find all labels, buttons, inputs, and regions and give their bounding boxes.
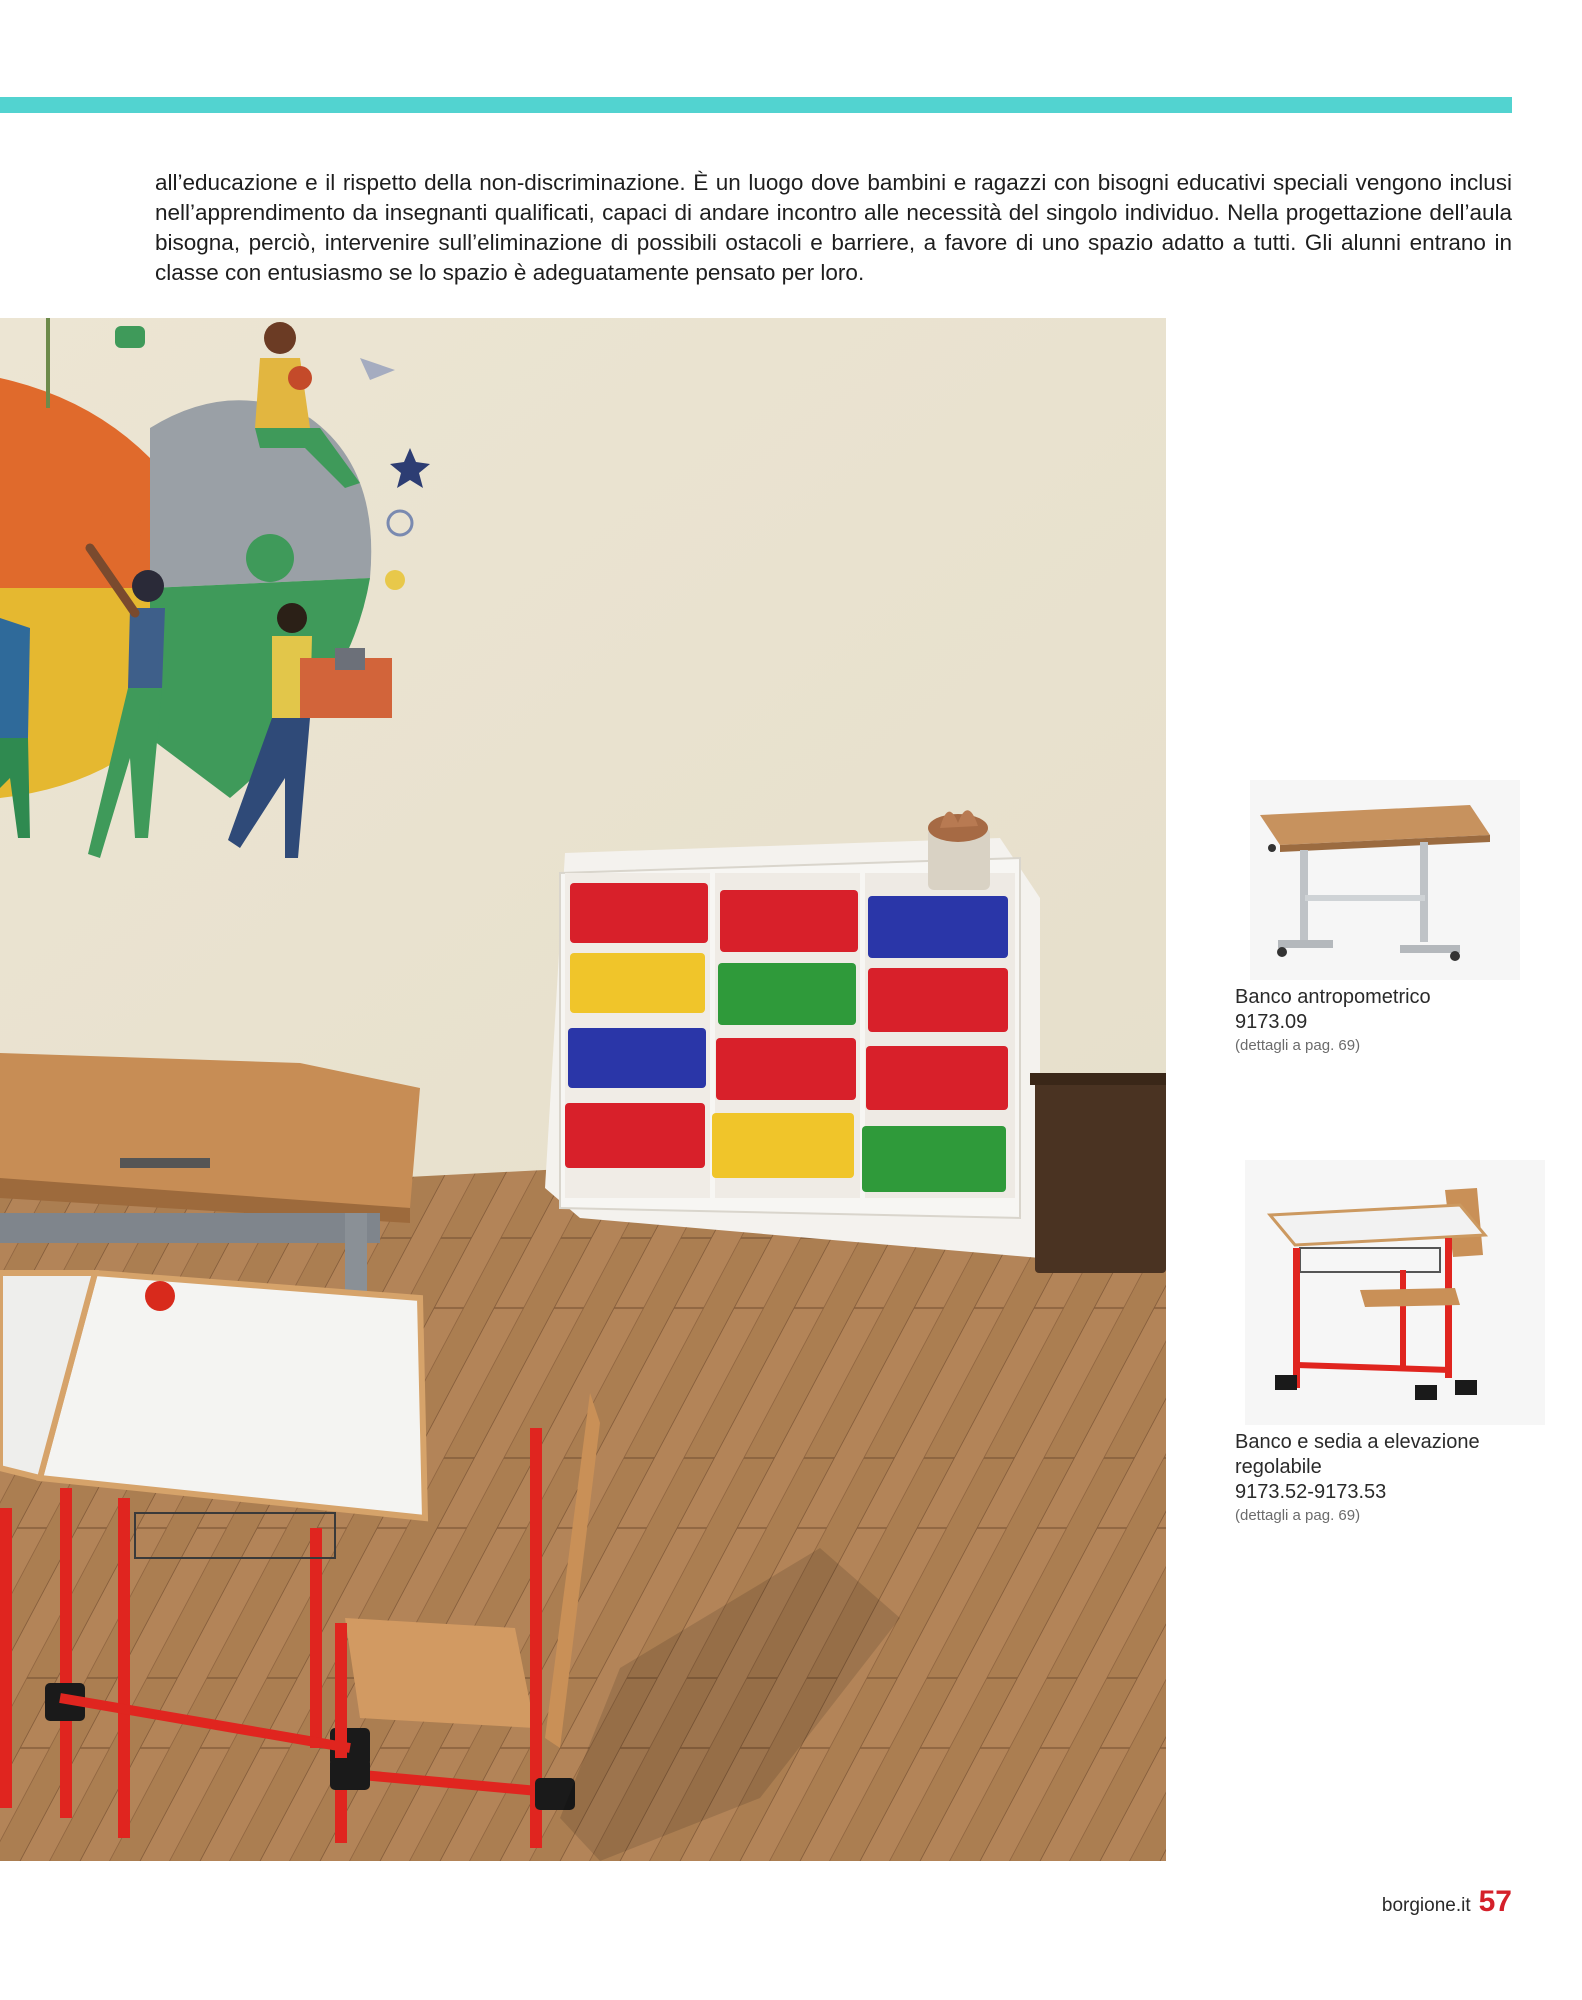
product-caption-1 <box>1235 985 1535 1057</box>
product-name: Banco e sedia a elevazione regolabile <box>1235 1431 1480 1478</box>
product-note: (dettagli a pag. 69) <box>1235 1037 1361 1054</box>
footer-site: borgione.it <box>1381 1895 1471 1916</box>
product-thumbnail-desk-2 <box>1245 1160 1545 1425</box>
storage-shelf <box>545 838 1040 1258</box>
product-code: 9173.52-9173.53 <box>1235 1481 1387 1503</box>
classroom-photo <box>0 318 1166 1861</box>
product-caption-2 <box>1235 1430 1525 1527</box>
page-footer <box>1382 1885 1512 1919</box>
page-number: 57 <box>1478 1885 1512 1918</box>
intro-paragraph: all’educazione e il rispetto della non-discriminazione. È un luogo dove bambini e ragazzi con bisogni educativi speciali vengono inclusi nell’apprendimento da insegnanti qualificati, capaci di andare incontro alle necessità del singolo individuo. Nella progettazione dell’aula bisogna, perciò, intervenire sull’eliminazione di possibili ostacoli e barriere, a favore di uno spazio adatto a tutti. Gli alunni entrano in classe con entusiasmo se lo spazio è adeguatamente pensato per loro. <box>155 170 1512 285</box>
accent-band <box>0 97 1512 113</box>
product-code: 9173.09 <box>1235 1011 1308 1033</box>
product-thumbnail-desk-1 <box>1250 780 1520 980</box>
product-name: Banco antropometrico <box>1235 986 1431 1008</box>
product-note: (dettagli a pag. 69) <box>1235 1507 1361 1524</box>
